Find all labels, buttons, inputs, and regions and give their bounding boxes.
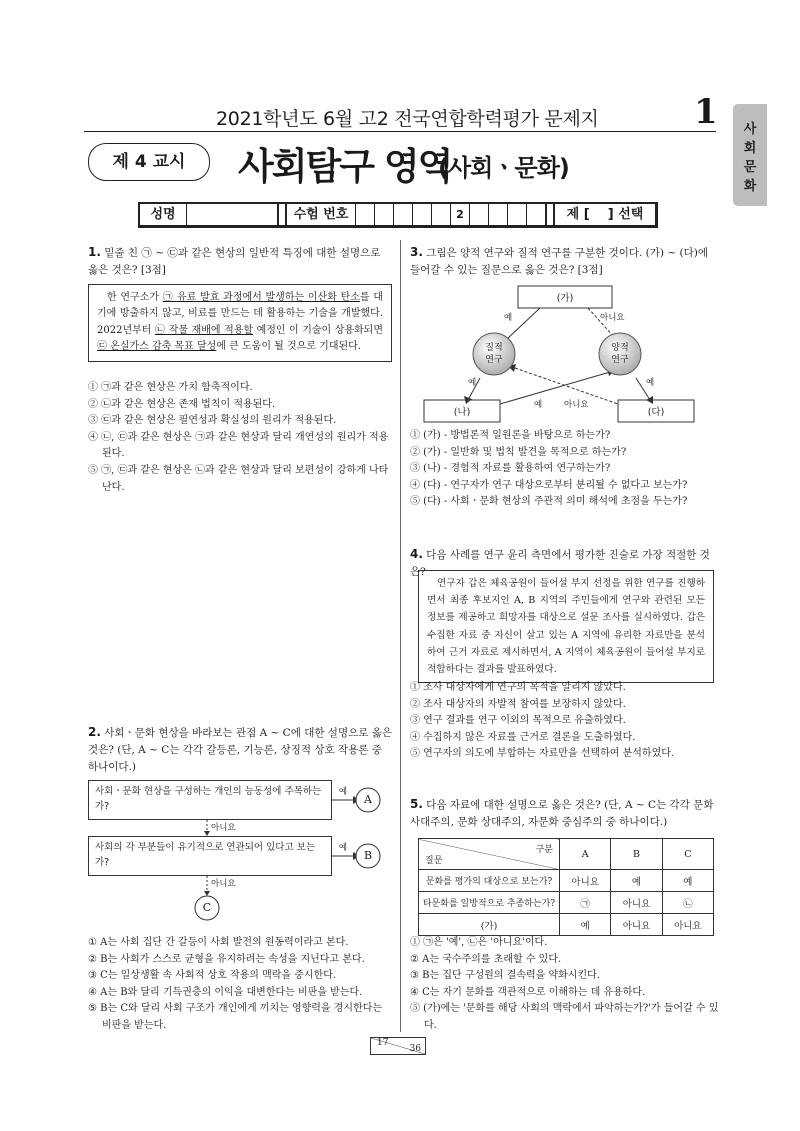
q2-option-5[interactable]: ⑤ B는 C와 달리 사회 구조가 개인에게 끼치는 영향력을 경시한다는 비판을 받는다. bbox=[88, 1003, 383, 1031]
q2-prompt: 2. 사회ㆍ문화 현상을 바라보는 관점 A ~ C에 대한 설명으로 옳은 것은? (단, A ~ C는 각각 갈등론, 기능론, 상징적 상호 작용론 중 하나이다.) bbox=[88, 725, 393, 773]
q2-no-2: 아니요 bbox=[211, 879, 236, 889]
q5-row-question: (가) bbox=[419, 914, 560, 936]
q2-question-box-2: 사회의 각 부분들이 유기적으로 연관되어 있다고 보는가? bbox=[88, 836, 332, 876]
q5-option-3[interactable]: ③ B는 집단 구성원의 결속력을 약화시킨다. bbox=[410, 970, 600, 982]
q5-option-2[interactable]: ② A는 국수주의를 초래할 수 있다. bbox=[410, 953, 562, 965]
title-rule bbox=[84, 131, 716, 132]
q4-option-1[interactable]: ① 조사 대상자에게 연구의 목적을 알리지 않았다. bbox=[410, 682, 626, 693]
q2-node-c: C bbox=[202, 901, 212, 914]
q3-box-da: (다) bbox=[647, 407, 665, 418]
q5-cell: ㉠ bbox=[560, 892, 611, 914]
q1-option-4[interactable]: ④ ㉡, ㉢과 같은 현상은 ㉠과 같은 현상과 달리 개연성의 원리가 적용된다. bbox=[88, 431, 389, 460]
q3-prompt: 3. 그림은 양적 연구와 질적 연구를 구분한 것이다. (가) ~ (다)에 들어갈 수 있는 질문으로 옳은 것은? [3점] bbox=[410, 245, 708, 276]
exam-number-label: 수험 번호 bbox=[287, 204, 356, 225]
q2-options bbox=[88, 935, 394, 1035]
q2-flow-arrows bbox=[88, 780, 398, 930]
q5-cell: 예 bbox=[560, 914, 611, 936]
q2-option-4[interactable]: ④ A는 B와 달리 기득권층의 이익을 대변한다는 비판을 받는다. bbox=[88, 986, 363, 998]
q1-option-2[interactable]: ② ㉡과 같은 현상은 존재 법칙이 적용된다. bbox=[88, 398, 276, 410]
q3-option-2[interactable]: ② (가) - 일반화 및 법칙 발견을 목적으로 하는가? bbox=[410, 446, 627, 458]
q3-label-yes: 예 bbox=[504, 313, 513, 323]
q2-option-3[interactable]: ③ C는 일상생활 속 사회적 상호 작용의 맥락을 중시한다. bbox=[88, 970, 337, 982]
q2-node-a: A bbox=[364, 793, 372, 806]
column-divider bbox=[400, 240, 401, 1032]
q4-option-5[interactable]: ⑤ 연구자의 의도에 부합하는 자료만을 선택하여 분석하였다. bbox=[410, 748, 675, 760]
exam-number-box[interactable] bbox=[508, 204, 527, 225]
q4-option-2[interactable]: ② 조사 대상자의 자발적 참여를 보장하지 않았다. bbox=[410, 698, 626, 710]
exam-number-box[interactable] bbox=[413, 204, 432, 225]
name-label: 성명 bbox=[140, 204, 187, 225]
exam-number-box[interactable] bbox=[432, 204, 451, 225]
q5-cell: 예 bbox=[662, 870, 713, 892]
period-label: 제 4 교시 bbox=[88, 143, 210, 181]
exam-number-box[interactable] bbox=[489, 204, 508, 225]
q4-option-4[interactable]: ④ 수집하지 않은 자료를 근거로 결론을 도출하였다. bbox=[410, 731, 636, 743]
q5-cell: 아니요 bbox=[611, 892, 662, 914]
q2-diagram bbox=[88, 780, 398, 930]
exam-number-box[interactable] bbox=[470, 204, 489, 225]
exam-number-digit: 2 bbox=[451, 204, 470, 225]
q3-label-no: 아니요 bbox=[564, 400, 589, 410]
exam-number-box[interactable] bbox=[375, 204, 394, 225]
q4-option-3[interactable]: ③ 연구 결과를 연구 이외의 목적으로 유출하였다. bbox=[410, 715, 626, 727]
q1-passage: 한 연구소가 ㉠ 유료 발효 과정에서 발생하는 이산화 탄소를 대기에 방출하지 않고, 비료를 만드는 데 활용하는 기술을 개발했다. 2022년부터 ㉡ 작물 재배에 적용할 예정인 이 기술이 상용화되면 ㉢ 온실가스 감축 목표 달성에 큰 도움이 될 것으로 기대된다. bbox=[88, 284, 392, 362]
q3-label-yes: 예 bbox=[468, 378, 477, 388]
info-bar bbox=[138, 202, 658, 228]
q3-option-1[interactable]: ① (가) - 방법론적 일원론을 바탕으로 하는가? bbox=[410, 430, 611, 441]
q4-prompt: 4. 다음 사례를 연구 윤리 측면에서 평가한 진술로 가장 적절한 것은? bbox=[410, 547, 710, 578]
q5-option-5[interactable]: ⑤ (가)에는 '문화를 해당 사회의 맥락에서 파악하는가?'가 들어갈 수 있다. bbox=[410, 1003, 719, 1031]
q3-option-4[interactable]: ④ (다) - 연구자가 연구 대상으로부터 분리될 수 없다고 보는가? bbox=[410, 479, 688, 491]
q5-cell: 아니요 bbox=[560, 870, 611, 892]
q5-prompt: 5. 다음 자료에 대한 설명으로 옳은 것은? (단, A ~ C는 각각 문화 사대주의, 문화 상대주의, 자문화 중심주의 중 하나이다.) bbox=[410, 797, 714, 828]
subject-subtitle: (사회ㆍ문화) bbox=[438, 154, 569, 182]
q3-label-no: 아니요 bbox=[600, 313, 625, 323]
q5-row-question: 문화를 평가의 대상으로 보는가? bbox=[419, 870, 560, 892]
q5-option-4[interactable]: ④ C는 자기 문화를 객관적으로 이해하는 데 유용하다. bbox=[410, 986, 646, 998]
exam-number-box[interactable] bbox=[394, 204, 413, 225]
q2-no-1: 아니요 bbox=[211, 823, 236, 833]
q5-options bbox=[410, 935, 722, 1035]
q5-cell: 아니요 bbox=[662, 914, 713, 936]
name-field[interactable] bbox=[187, 204, 279, 225]
q1-option-3[interactable]: ③ ㉢과 같은 현상은 필연성과 확실성의 원리가 적용된다. bbox=[88, 415, 337, 427]
q3-box-ga: (가) bbox=[556, 293, 574, 304]
q5-table bbox=[418, 838, 714, 936]
q5-row-question: 타문화를 일방적으로 추종하는가? bbox=[419, 892, 560, 914]
q3-qualitative-node: 질적 연구 bbox=[485, 343, 503, 365]
exam-number-box[interactable] bbox=[356, 204, 375, 225]
page-number: 1 bbox=[694, 92, 718, 132]
q1-option-5[interactable]: ⑤ ㉠, ㉢과 같은 현상은 ㉡과 같은 현상과 달리 보편성이 강하게 나타난다. bbox=[88, 464, 389, 493]
q2-question-box-1: 사회ㆍ문화 현상을 구성하는 개인의 능동성에 주목하는가? bbox=[88, 780, 332, 820]
q5-cell: ㉡ bbox=[662, 892, 713, 914]
q3-diagram bbox=[410, 282, 720, 428]
q3-label-yes: 예 bbox=[534, 400, 543, 410]
q5-header-a: A bbox=[560, 839, 611, 870]
page-current: 17 bbox=[377, 1038, 389, 1048]
q2-node-b: B bbox=[363, 849, 373, 862]
page-counter bbox=[370, 1037, 426, 1055]
q5-option-1[interactable]: ① ㉠은 '예', ㉡은 '아니요'이다. bbox=[410, 937, 548, 948]
q3-option-5[interactable]: ⑤ (다) - 사회ㆍ문화 현상의 주관적 의미 해석에 초점을 두는가? bbox=[410, 496, 688, 508]
q3-options bbox=[410, 428, 722, 511]
q2-option-1[interactable]: ① A는 사회 집단 간 갈등이 사회 발전의 원동력이라고 본다. bbox=[88, 937, 349, 948]
q5-corner-cell: 구분 질문 bbox=[419, 839, 560, 870]
q2-yes-1: 예 bbox=[338, 787, 348, 797]
exam-number-box[interactable] bbox=[527, 204, 547, 225]
q2-yes-2: 예 bbox=[338, 843, 348, 853]
q3-box-na: (나) bbox=[453, 407, 471, 418]
q4-passage: 연구자 갑은 체육공원이 들어설 부지 선정을 위한 연구를 진행하면서 최종 후보지인 A, B 지역의 주민들에게 연구와 관련된 모든 정보를 제공하고 희망자를 대상으로 설문 조사를 실시하였다. 갑은 수집한 자료 중 자신이 살고 있는 A 지역에 유리한 자료만을 분석하여 근거 자료로 제시하면서, A 지역이 체육공원이 들어설 부지로 적합하다는 결과를 발표하였다. bbox=[418, 570, 714, 683]
q2-option-2[interactable]: ② B는 사회가 스스로 균형을 유지하려는 속성을 지닌다고 본다. bbox=[88, 953, 365, 965]
exam-title: 2021학년도 6월 고2 전국연합학력평가 문제지 bbox=[216, 108, 599, 130]
q3-label-yes: 예 bbox=[646, 378, 655, 388]
q4-options bbox=[410, 680, 722, 763]
side-tab-label: 사 회 문 화 bbox=[743, 122, 757, 194]
page-total: 36 bbox=[409, 1044, 421, 1054]
subject-title: 사회탐구 영역 bbox=[238, 145, 452, 188]
q3-quantitative-node: 양적 연구 bbox=[611, 343, 629, 365]
q1-option-1[interactable]: ① ㉠과 같은 현상은 가치 함축적이다. bbox=[88, 382, 253, 393]
choice-label: 제 [ ] 선택 bbox=[566, 207, 644, 222]
q5-header-b: B bbox=[611, 839, 662, 870]
q5-cell: 아니요 bbox=[611, 914, 662, 936]
q1-prompt: 1. 밑줄 친 ㉠ ~ ㉢과 같은 현상의 일반적 특징에 대한 설명으로 옳은 것은? [3점] bbox=[88, 245, 381, 276]
q3-option-3[interactable]: ③ (나) - 경험적 자료를 활용하여 연구하는가? bbox=[410, 463, 611, 475]
q1-options bbox=[88, 380, 394, 496]
q5-cell: 예 bbox=[611, 870, 662, 892]
q5-header-c: C bbox=[662, 839, 713, 870]
